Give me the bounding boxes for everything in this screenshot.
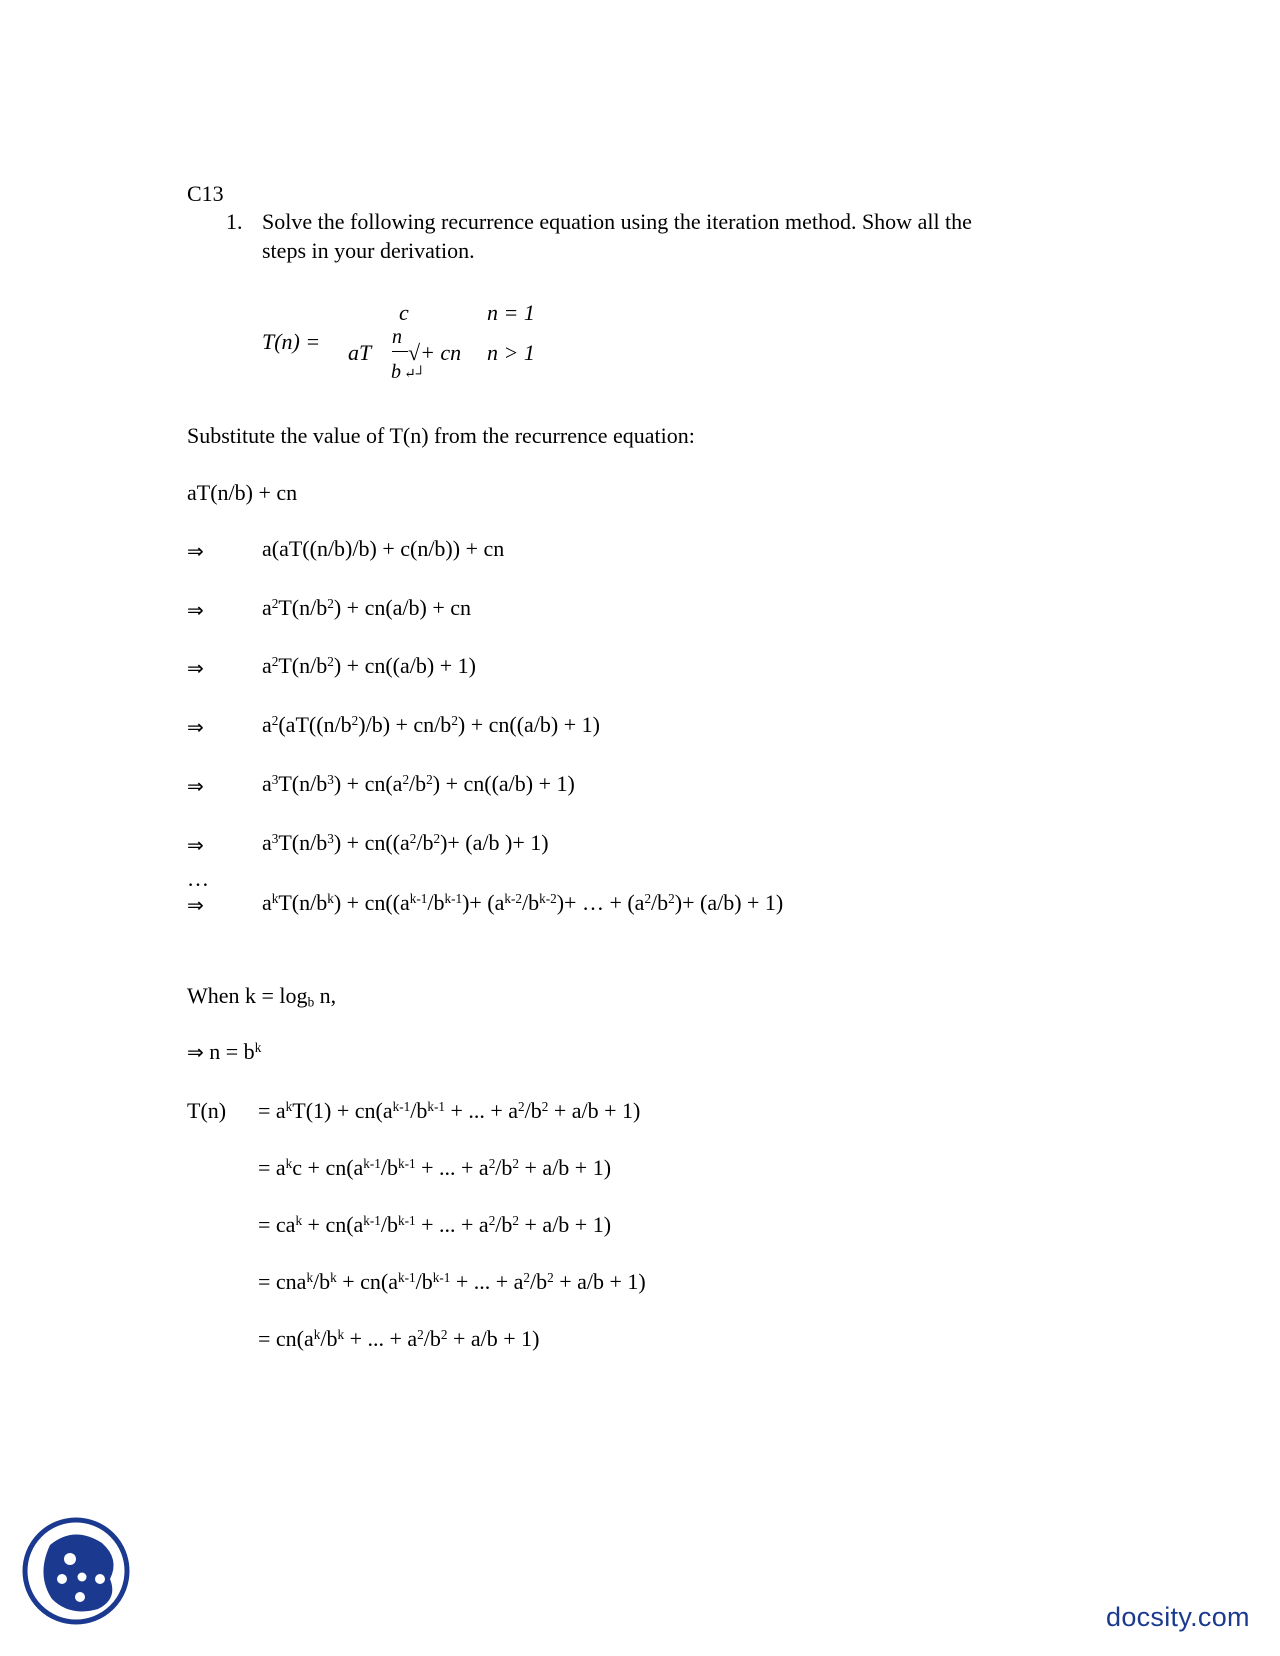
- brand-link[interactable]: docsity.com: [1106, 1602, 1250, 1632]
- n-equals: ⇒ $n = b^k$: [187, 1039, 262, 1064]
- implies-icon: ⇒: [187, 715, 204, 739]
- when-text: When $k = \log_b n$,: [187, 983, 337, 1010]
- final-line-2: = $a^kc + cn(a^{k-1}/b^{k-1}$ + ... + $a^2/b^2 + a/b + 1$): [258, 1155, 612, 1180]
- step-4: $a^2(aT((n/b^2)/b) + cn/b^2) + cn((a/b) + 1)$: [262, 712, 600, 737]
- fraction-bar: [392, 351, 408, 352]
- problem-line-2: steps in your derivation.: [262, 238, 475, 263]
- case2-numerator: n: [392, 326, 402, 348]
- implies-icon: ⇒: [187, 1040, 204, 1064]
- implies-icon: ⇒: [187, 539, 204, 563]
- step-5: $a^3T(n/b^3) + cn(a^2/b^2) + cn((a/b) + 1)$: [262, 771, 575, 796]
- final-line-3: = $ca^k + cn(a^{k-1}/b^{k-1}$ + ... + $a^2/b^2 + a/b + 1$): [258, 1212, 612, 1237]
- case1-value: c: [399, 300, 409, 325]
- step-3: $a^2T(n/b^2) + cn((a/b) + 1)$: [262, 653, 476, 678]
- recurrence-lhs: T(n) =: [262, 329, 321, 354]
- substitute-text: Substitute the value of T(n) from the recurrence equation:: [187, 423, 695, 448]
- problem-number: 1.: [226, 209, 243, 234]
- docsity-logo-icon[interactable]: [22, 1517, 130, 1625]
- implies-icon: ⇒: [187, 833, 204, 857]
- step-1: a(aT((n/b)/b) + c(n/b)) + cn: [262, 536, 505, 561]
- step-7: $a^kT(n/b^k) + cn((a^{k-1}/b^{k-1})+ (a^{k-2}/b^{k-2})+$ … + $(a^2/b^2)+ (a/b) + 1$): [262, 890, 784, 915]
- case2-denominator: b: [391, 361, 401, 383]
- final-line-4: = $cna^k/b^k + cn(a^{k-1}/b^{k-1}$ + ... + $a^2/b^2 + a/b + 1$): [258, 1269, 646, 1294]
- final-line-5: = $cn(a^k/b^k$ + ... + $a^2/b^2 + a/b + 1$): [258, 1326, 540, 1351]
- problem-line-1: Solve the following recurrence equation using the iteration method. Show all the: [262, 209, 972, 234]
- implies-icon: ⇒: [187, 774, 204, 798]
- case2-marks: ↵┘: [404, 367, 426, 382]
- case2-coefficient: aT: [348, 340, 372, 365]
- case2-rest: √+ cn: [408, 340, 462, 365]
- implies-icon: ⇒: [187, 893, 204, 917]
- document-code: C13: [187, 181, 224, 206]
- case1-condition: n = 1: [487, 300, 535, 325]
- case2-condition: n > 1: [487, 340, 535, 365]
- step-6: $a^3T(n/b^3) + cn((a^2/b^2)+ (a/b$ )+ 1): [262, 830, 549, 855]
- final-line-1: = $a^kT(1) + cn(a^{k-1}/b^{k-1}$ + ... + $a^2/b^2 + a/b + 1$): [258, 1098, 641, 1123]
- tn-label: T(n): [187, 1098, 227, 1123]
- ellipsis: …: [187, 866, 209, 891]
- start-expression: aT(n/b) + cn: [187, 480, 298, 505]
- step-2: $a^2T(n/b^2) + cn(a/b)$ + cn: [262, 595, 472, 620]
- implies-icon: ⇒: [187, 598, 204, 622]
- implies-icon: ⇒: [187, 656, 204, 680]
